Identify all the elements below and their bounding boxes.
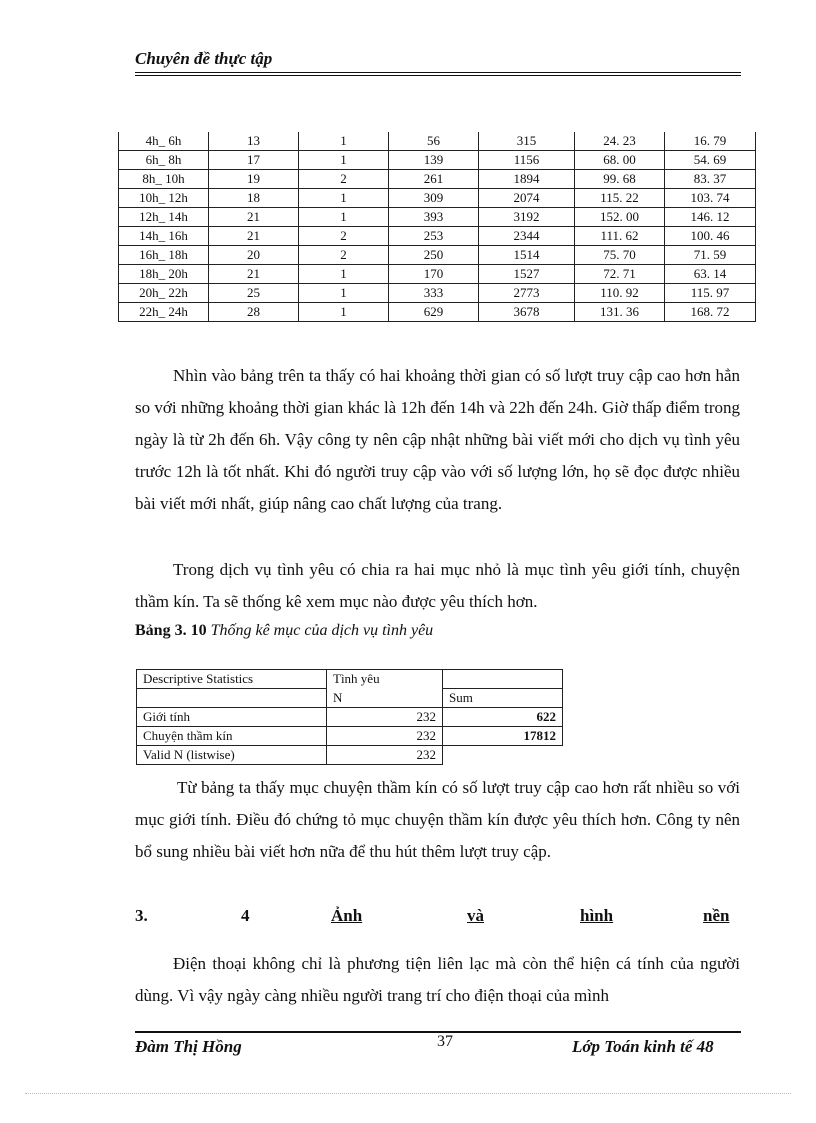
cell: 75. 70 xyxy=(575,246,665,265)
cell: 2344 xyxy=(479,227,575,246)
cell: 6h_ 8h xyxy=(119,151,209,170)
stats-title: Descriptive Statistics xyxy=(137,670,327,689)
paragraph-analysis: Nhìn vào bảng trên ta thấy có hai khoảng thời gian có số lượt truy cập cao hơn hẳn so với những khoảng thời gian khác là 12h đến 14h và 22h đến 24h. Giờ thấp điểm trong ngày là từ 2h đến 6h. Vậy công ty nên cập nhật những bài viết mới cho dịch vụ tình yêu trước 12h là tốt nhất. Khi đó người truy cập vào với số lượng lớn, họ sẽ đọc được nhiều bài viết mới nhất, giúp nâng cao chất lượng của trang. xyxy=(135,366,740,513)
cell: 22h_ 24h xyxy=(119,303,209,322)
table-row xyxy=(119,265,756,284)
col-n-header: N xyxy=(327,689,443,708)
header-title: Chuyên đề thực tập xyxy=(135,49,273,68)
cell: 250 xyxy=(389,246,479,265)
table-row xyxy=(119,303,756,322)
table-row xyxy=(119,170,756,189)
cell: 622 xyxy=(443,708,563,727)
cell: 1527 xyxy=(479,265,575,284)
cell: 8h_ 10h xyxy=(119,170,209,189)
cell: 100. 46 xyxy=(665,227,756,246)
cell: 115. 22 xyxy=(575,189,665,208)
col-sum-header: Sum xyxy=(443,689,563,708)
cell: 629 xyxy=(389,303,479,322)
cell: 17 xyxy=(209,151,299,170)
cell: 20h_ 22h xyxy=(119,284,209,303)
cell xyxy=(443,670,563,689)
cell: 232 xyxy=(327,746,443,765)
cell: 2 xyxy=(299,227,389,246)
cell: 28 xyxy=(209,303,299,322)
cell: 18 xyxy=(209,189,299,208)
cell: 309 xyxy=(389,189,479,208)
cell: 110. 92 xyxy=(575,284,665,303)
cell: 315 xyxy=(479,132,575,151)
cell xyxy=(443,746,563,765)
cell xyxy=(137,689,327,708)
cell: 68. 00 xyxy=(575,151,665,170)
section-word-1: Ảnh xyxy=(331,906,363,925)
cell: 3678 xyxy=(479,303,575,322)
cell: 131. 36 xyxy=(575,303,665,322)
cell: 232 xyxy=(327,708,443,727)
cell: 1 xyxy=(299,265,389,284)
cell: 12h_ 14h xyxy=(119,208,209,227)
table-row xyxy=(119,227,756,246)
cell: 14h_ 16h xyxy=(119,227,209,246)
table-row xyxy=(119,246,756,265)
cell: 170 xyxy=(389,265,479,284)
cell: 19 xyxy=(209,170,299,189)
page-number: 37 xyxy=(437,1033,453,1050)
cell: 21 xyxy=(209,265,299,284)
cell: 71. 59 xyxy=(665,246,756,265)
cell: 261 xyxy=(389,170,479,189)
cell: 17812 xyxy=(443,727,563,746)
cell: 1 xyxy=(299,303,389,322)
cell: 2074 xyxy=(479,189,575,208)
cell: 115. 97 xyxy=(665,284,756,303)
cell: 1 xyxy=(299,151,389,170)
cell: 16. 79 xyxy=(665,132,756,151)
cell: 253 xyxy=(389,227,479,246)
cell: 3192 xyxy=(479,208,575,227)
cell: 21 xyxy=(209,227,299,246)
table-row xyxy=(137,689,563,708)
cell: 333 xyxy=(389,284,479,303)
cell: 99. 68 xyxy=(575,170,665,189)
cell: 56 xyxy=(389,132,479,151)
cell: 1 xyxy=(299,189,389,208)
cell: 2 xyxy=(299,246,389,265)
stats-group: Tình yêu xyxy=(327,670,443,689)
cell: 4h_ 6h xyxy=(119,132,209,151)
cell: 1156 xyxy=(479,151,575,170)
cell: 21 xyxy=(209,208,299,227)
cell: 18h_ 20h xyxy=(119,265,209,284)
section-word-3: hình xyxy=(580,906,614,925)
row-label: Chuyện thầm kín xyxy=(137,727,327,746)
caption-text: Thống kê mục của dịch vụ tình yêu xyxy=(210,622,434,639)
page-break-line xyxy=(25,1093,791,1094)
cell: 20 xyxy=(209,246,299,265)
descriptive-statistics-table xyxy=(136,669,563,765)
cell: 10h_ 12h xyxy=(119,189,209,208)
table-row xyxy=(119,284,756,303)
header-rule-2 xyxy=(135,75,741,76)
row-label: Valid N (listwise) xyxy=(137,746,327,765)
cell: 1894 xyxy=(479,170,575,189)
table-row xyxy=(137,727,563,746)
cell: 152. 00 xyxy=(575,208,665,227)
caption-label: Bảng 3. 10 xyxy=(135,622,207,639)
paragraph-phone: Điện thoại không chỉ là phương tiện liên lạc mà còn thể hiện cá tính của người dùng. Vì vậy ngày càng nhiều người trang trí cho điện thoại của mình xyxy=(135,954,740,1005)
section-subnumber: 4 xyxy=(241,906,250,925)
cell: 1514 xyxy=(479,246,575,265)
row-label: Giới tính xyxy=(137,708,327,727)
header-rule xyxy=(135,72,741,73)
cell: 72. 71 xyxy=(575,265,665,284)
table-row xyxy=(119,132,756,151)
table-row xyxy=(119,151,756,170)
table-row xyxy=(119,189,756,208)
footer-class: Lớp Toán kinh tế 48 xyxy=(572,1037,714,1056)
section-word-2: và xyxy=(467,906,484,925)
cell: 393 xyxy=(389,208,479,227)
cell: 24. 23 xyxy=(575,132,665,151)
table-caption xyxy=(135,622,433,640)
cell: 2 xyxy=(299,170,389,189)
section-word-4: nền xyxy=(703,906,730,925)
cell: 16h_ 18h xyxy=(119,246,209,265)
cell: 63. 14 xyxy=(665,265,756,284)
paragraph-intro-stats: Trong dịch vụ tình yêu có chia ra hai mục nhỏ là mục tình yêu giới tính, chuyện thầm kín. Ta sẽ thống kê xem mục nào được yêu thích hơn. xyxy=(135,560,740,611)
table-row xyxy=(137,746,563,765)
cell: 111. 62 xyxy=(575,227,665,246)
section-number: 3. xyxy=(135,906,148,925)
cell: 1 xyxy=(299,132,389,151)
table-row xyxy=(119,208,756,227)
cell: 25 xyxy=(209,284,299,303)
cell: 168. 72 xyxy=(665,303,756,322)
cell: 103. 74 xyxy=(665,189,756,208)
cell: 83. 37 xyxy=(665,170,756,189)
cell: 2773 xyxy=(479,284,575,303)
cell: 1 xyxy=(299,208,389,227)
table-row xyxy=(137,670,563,689)
cell: 13 xyxy=(209,132,299,151)
cell: 232 xyxy=(327,727,443,746)
cell: 54. 69 xyxy=(665,151,756,170)
access-time-table xyxy=(118,132,756,322)
footer-author: Đàm Thị Hồng xyxy=(135,1037,242,1056)
cell: 1 xyxy=(299,284,389,303)
cell: 146. 12 xyxy=(665,208,756,227)
cell: 139 xyxy=(389,151,479,170)
paragraph-conclusion: Từ bảng ta thấy mục chuyện thầm kín có số lượt truy cập cao hơn rất nhiều so với mục giới tính. Điều đó chứng tỏ mục chuyện thầm kín được yêu thích hơn. Công ty nên bổ sung nhiều bài viết hơn nữa để thu hút thêm lượt truy cập. xyxy=(135,778,740,861)
table-row xyxy=(137,708,563,727)
